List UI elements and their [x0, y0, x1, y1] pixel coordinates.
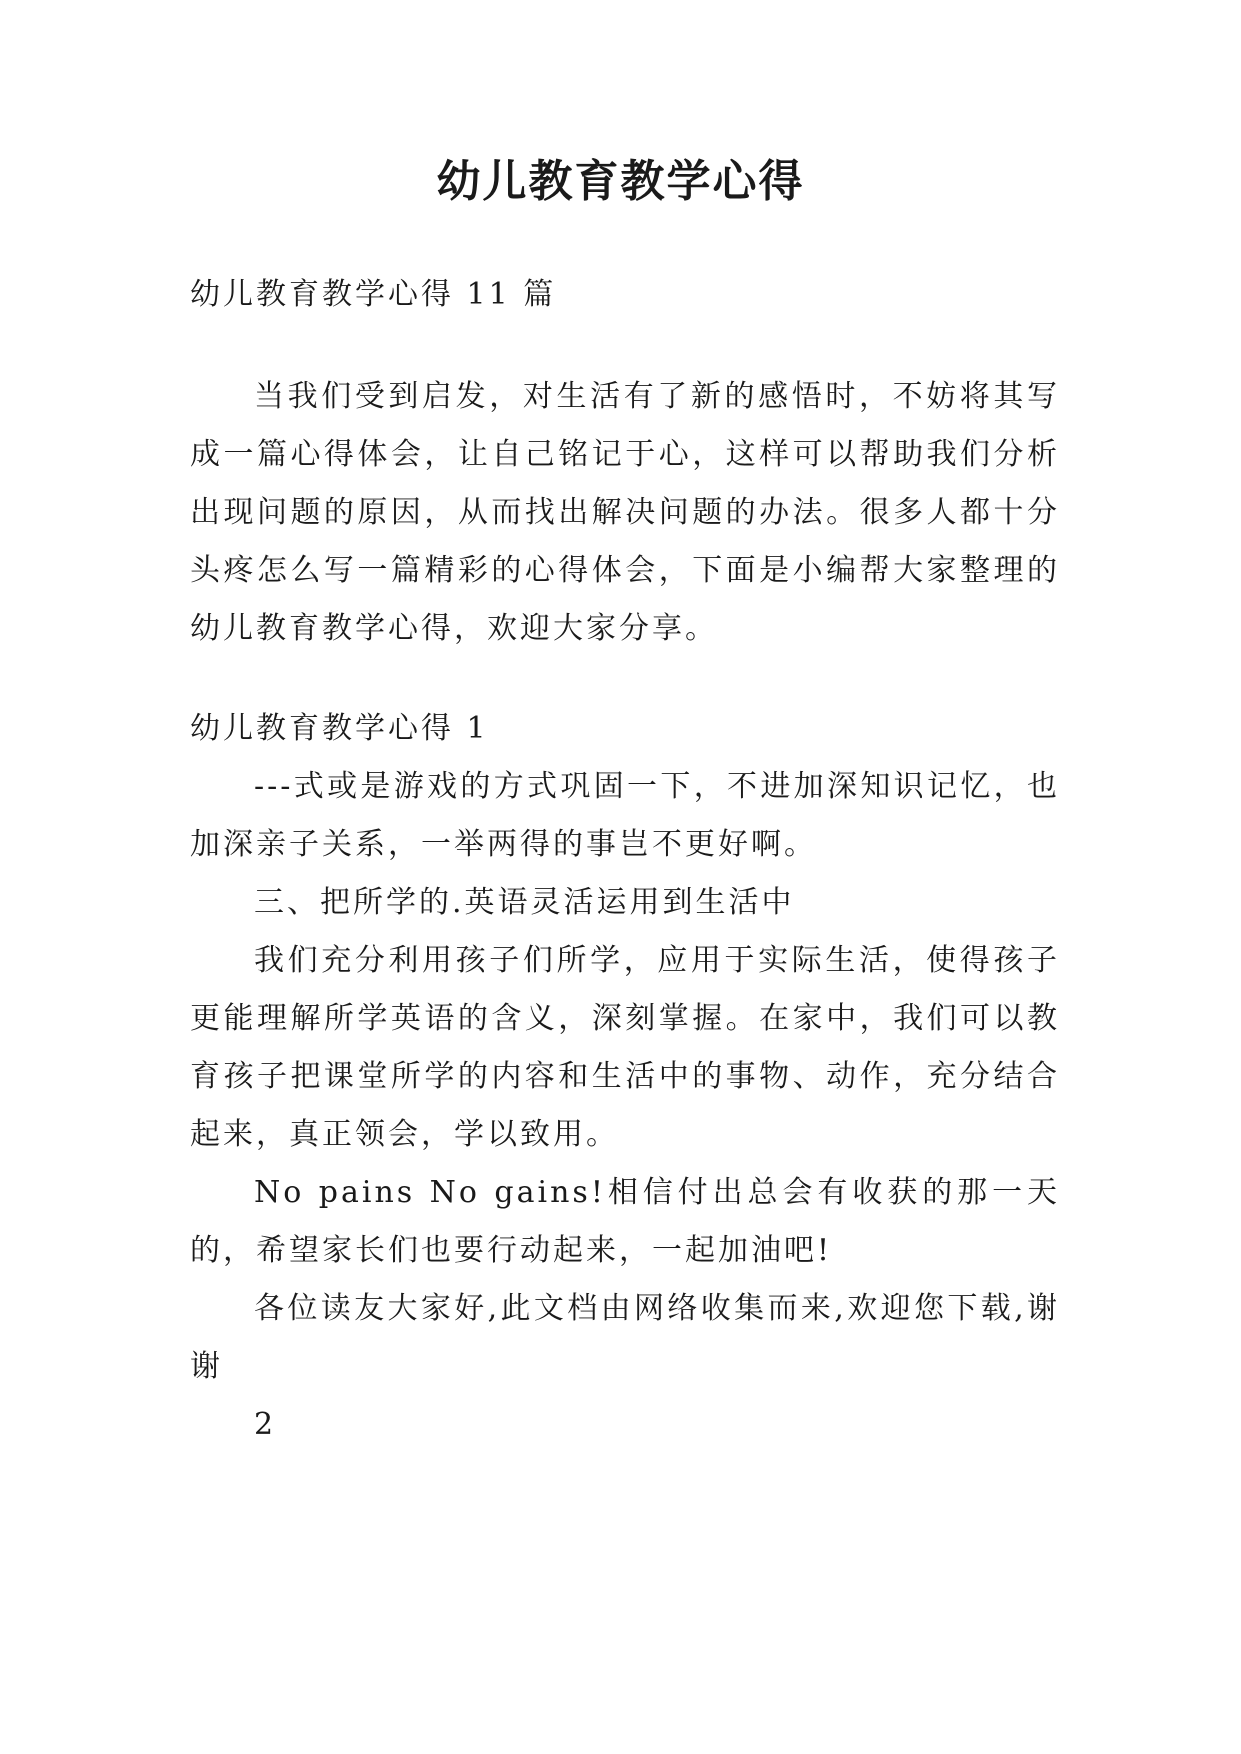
document-title: 幼儿教育教学心得: [436, 156, 805, 207]
subheading-paragraph: 三、把所学的.英语灵活运用到生活中: [254, 885, 795, 920]
closing-note: 各位读友大家好,此文档由网络收集而来,欢迎您下载,谢谢: [190, 1291, 1060, 1384]
body-paragraph: No pains No gains!相信付出总会有收获的那一天的，希望家长们也要行动起来，一起加油吧!: [190, 1175, 1060, 1268]
body-paragraph: ---式或是游戏的方式巩固一下，不进加深知识记忆，也加深亲子关系，一举两得的事岂不更好啊。: [190, 769, 1060, 862]
document-subtitle: 幼儿教育教学心得 11 篇: [190, 277, 557, 312]
body-paragraph: 我们充分利用孩子们所学，应用于实际生活，使得孩子更能理解所学英语的含义，深刻掌握。在家中，我们可以教育孩子把课堂所学的内容和生活中的事物、动作，充分结合起来，真正领会，学以致用。: [190, 943, 1060, 1152]
page-number: 2: [254, 1407, 277, 1442]
document-body: [190, 266, 1060, 1454]
intro-paragraph: 当我们受到启发，对生活有了新的感悟时，不妨将其写成一篇心得体会，让自己铭记于心，这样可以帮助我们分析出现问题的原因，从而找出解决问题的办法。很多人都十分头疼怎么写一篇精彩的心得体会，下面是小编帮大家整理的幼儿教育教学心得，欢迎大家分享。: [190, 379, 1060, 646]
section-heading: 幼儿教育教学心得 1: [190, 711, 489, 746]
